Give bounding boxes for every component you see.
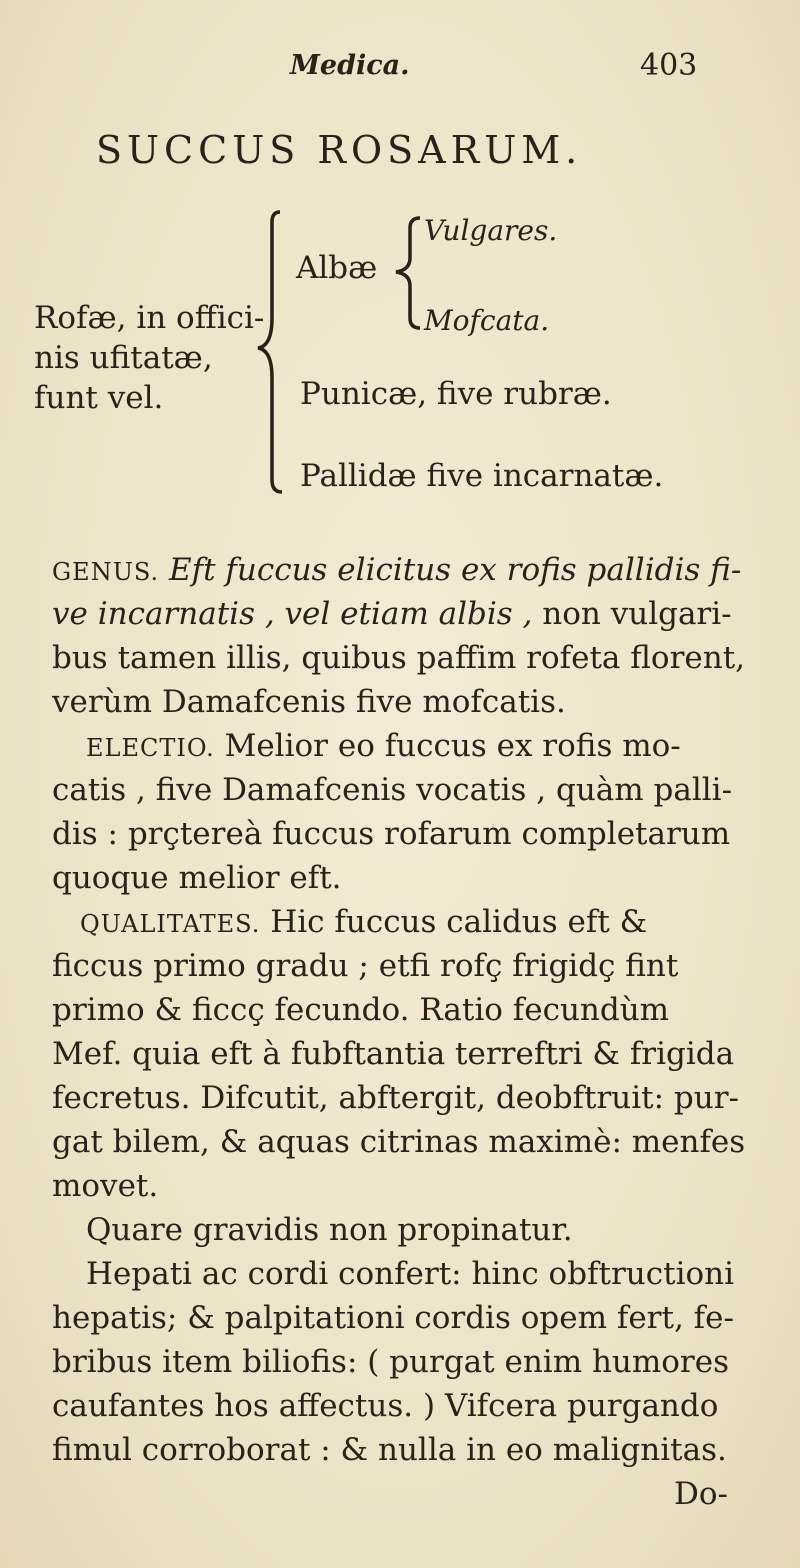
hepati-line-3: bribus item biliofis: ( purgat enim humores — [52, 1344, 730, 1380]
qualitates-heading: QUALITATES. — [80, 910, 261, 938]
qualitates-text-1: Hic fuccus calidus eft & — [270, 904, 648, 940]
qualitates-line-4: Mef. quia eft à fubftantia terreftri & frigida — [52, 1036, 735, 1072]
genus-line-4: verùm Damafcenis five mofcatis. — [52, 684, 566, 720]
genus-line-1 — [52, 548, 752, 592]
root-label-line-1: Rofæ, in offici- — [34, 300, 265, 336]
running-title: Medica. — [290, 50, 410, 81]
genus-line-2 — [52, 592, 752, 636]
electio-heading: ELECTIO. — [86, 734, 215, 762]
electio-line-1 — [52, 724, 752, 768]
hepati-line-1: Hepati ac cordi confert: hinc obftructioni — [86, 1256, 735, 1292]
hepati-line-2: hepatis; & palpitationi cordis opem fert, fe- — [52, 1300, 734, 1336]
qualitates-line-6: gat bilem, & aquas citrinas maximè: menfes — [52, 1124, 746, 1160]
albae-label: Albæ — [296, 250, 378, 286]
subitem-vulgares: Vulgares. — [424, 214, 558, 247]
qualitates-line-1 — [52, 900, 752, 944]
albae-brace — [386, 214, 426, 334]
genus-text-2: ve incarnatis , vel etiam albis , — [52, 596, 533, 632]
pallidae-label: Pallidæ five incarnatæ. — [300, 458, 664, 494]
catchword: Do- — [674, 1476, 728, 1512]
body-text — [52, 548, 752, 1472]
qualitates-line-5: fecretus. Difcutit, abftergit, deobftruit: pur- — [52, 1080, 740, 1116]
root-label-line-3: funt vel. — [34, 380, 164, 416]
genus-text-1: Eft fuccus elicitus ex rofis pallidis fi- — [169, 552, 742, 588]
electio-line-3: dis : prçtereà fuccus rofarum completarum — [52, 816, 731, 852]
root-label-line-2: nis ufitatæ, — [34, 340, 213, 376]
hepati-line-5: fimul corroborat : & nulla in eo malignitas. — [52, 1432, 727, 1468]
genus-line-3: bus tamen illis, quibus paffim rofeta florent, — [52, 640, 746, 676]
genus-heading: GENUS. — [52, 558, 160, 586]
electio-line-2: catis , five Damafcenis vocatis , quàm palli- — [52, 772, 733, 808]
punicae-label: Punicæ, five rubræ. — [300, 376, 612, 412]
qualitates-line-2: ficcus primo gradu ; etfi rofç frigidç fint — [52, 948, 679, 984]
genus-text-2b: non vulgari- — [542, 596, 732, 632]
electio-text-1: Melior eo fuccus ex rofis mo- — [224, 728, 681, 764]
qualitates-line-3: primo & ficcç fecundo. Ratio fecundùm — [52, 992, 670, 1028]
hepati-line-4: caufantes hos affectus. ) Vifcera purgando — [52, 1388, 719, 1424]
section-title: SUCCUS ROSARUM. — [96, 128, 583, 172]
page-number: 403 — [640, 48, 698, 83]
subitem-moschata: Mofcata. — [424, 304, 550, 337]
main-brace — [250, 208, 290, 498]
electio-line-4: quoque melior eft. — [52, 860, 342, 896]
qualitates-line-7: movet. — [52, 1168, 159, 1204]
quare-line: Quare gravidis non propinatur. — [86, 1212, 573, 1248]
